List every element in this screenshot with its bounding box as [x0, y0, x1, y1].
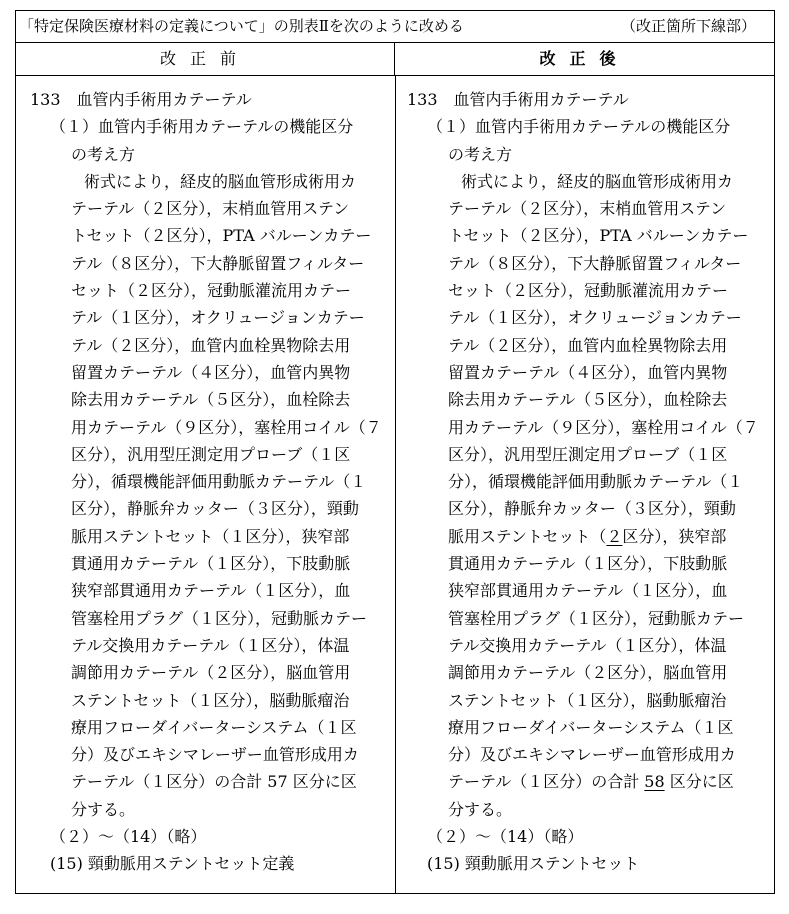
- body-line: セット（２区分），冠動脈灌流用カテー: [71, 281, 352, 301]
- document-title: 「特定保険医療材料の定義について」の別表Ⅱを次のように改める: [19, 17, 464, 35]
- body-line: 術式により，経皮的脳血管形成術用カ: [461, 171, 734, 191]
- body-line: テーテル（１区分）の合計 57 区分に区: [71, 772, 357, 792]
- body-line: テル（２区分），血管内血栓異物除去用: [448, 335, 728, 355]
- body-line: 留置カテーテル（４区分），血管内異物: [71, 362, 351, 382]
- column-header-after: 改正後: [395, 43, 774, 76]
- stent-text-post: 区分），狭窄部: [622, 526, 727, 546]
- body-line: 除去用カテーテル（５区分），血栓除去: [448, 390, 728, 410]
- body-line: セット（２区分），冠動脈灌流用カテー: [448, 281, 729, 301]
- body-line: 留置カテーテル（４区分），血管内異物: [448, 362, 728, 382]
- amendment-table: [15, 10, 775, 894]
- body-line: ステントセット（１区分），脳動脈瘤治: [71, 690, 350, 710]
- body-line: テル交換用カテーテル（１区分），体温: [71, 635, 350, 655]
- item-15: (15) 頸動脈用ステントセット: [427, 854, 640, 874]
- body-line: テル交換用カテーテル（１区分），体温: [448, 635, 727, 655]
- body-line: 狭窄部貫通用カテーテル（１区分），血: [448, 581, 728, 601]
- body-line: 狭窄部貫通用カテーテル（１区分），血: [71, 581, 351, 601]
- column-header-before: 改正前: [16, 43, 395, 76]
- body-line: 脈用ステントセット（１区分），狭窄部: [71, 526, 350, 546]
- changed-total-count: 58: [644, 772, 665, 792]
- body-line-stent: [407, 523, 777, 550]
- body-line: 術式により，経皮的脳血管形成術用カ: [84, 171, 357, 191]
- body-line: 分する。: [448, 799, 513, 819]
- body-line: 管塞栓用プラグ（１区分），冠動脈カテー: [71, 608, 368, 628]
- body-line: 調節用カテーテル（２区分），脳血管用: [71, 663, 351, 683]
- body-line: 分），循環機能評価用動脈カテーテル（１: [71, 472, 367, 492]
- body-line: 療用フローダイバーターシステム（１区: [71, 717, 357, 737]
- body-line: 区分），静脈弁カッター（３区分），頸動: [71, 499, 359, 519]
- subsection-title: （１）血管内手術用カテーテルの機能区分: [427, 117, 731, 137]
- body-line: 貫通用カテーテル（１区分），下肢動脈: [71, 554, 351, 574]
- body-line: トセット（２区分），PTA バルーンカテー: [448, 226, 749, 246]
- body-line: 分），循環機能評価用動脈カテーテル（１: [448, 472, 744, 492]
- body-line: 調節用カテーテル（２区分），脳血管用: [448, 663, 728, 683]
- changed-stent-count: ２: [606, 526, 623, 546]
- body-line: 分する。: [71, 799, 136, 819]
- before-column: [30, 76, 400, 878]
- body-line: 区分），静脈弁カッター（３区分），頸動: [448, 499, 736, 519]
- body-line-total: [407, 768, 777, 795]
- item-2-14: （２）～（14）（略）: [427, 827, 584, 847]
- after-column: [407, 76, 777, 878]
- body-line: 除去用カテーテル（５区分），血栓除去: [71, 390, 351, 410]
- body-line: テーテル（２区分），末梢血管用ステン: [448, 199, 727, 219]
- body-line: 区分），汎用型圧測定用プローブ（１区: [71, 444, 351, 464]
- section-heading: 133 血管内手術用カテーテル: [30, 90, 252, 109]
- body-line: 療用フローダイバーターシステム（１区: [448, 717, 734, 737]
- item-2-14: （２）～（14）（略）: [50, 827, 207, 847]
- body-line: 分）及びエキシマレーザー血管形成用カ: [71, 745, 359, 765]
- body-line: 区分），汎用型圧測定用プローブ（１区: [448, 444, 728, 464]
- subsection-title-cont: の考え方: [448, 144, 513, 164]
- title-row: [16, 11, 774, 43]
- body-line: テル（１区分），オクリュージョンカテー: [448, 308, 742, 328]
- body-line: テーテル（２区分），末梢血管用ステン: [71, 199, 350, 219]
- total-text-pre: テーテル（１区分）の合計: [448, 772, 645, 792]
- body-line: トセット（２区分），PTA バルーンカテー: [71, 226, 372, 246]
- amendment-note: （改正箇所下線部）: [620, 17, 756, 35]
- body-line: テル（２区分），血管内血栓異物除去用: [71, 335, 351, 355]
- body-line: 管塞栓用プラグ（１区分），冠動脈カテー: [448, 608, 745, 628]
- body-line: テル（８区分），下大静脈留置フィルター: [71, 253, 365, 273]
- subsection-title-cont: の考え方: [71, 144, 136, 164]
- item-15: (15) 頸動脈用ステントセット定義: [50, 854, 295, 874]
- body-line: テル（１区分），オクリュージョンカテー: [71, 308, 365, 328]
- body-line: 分）及びエキシマレーザー血管形成用カ: [448, 745, 736, 765]
- body-line: テル（８区分），下大静脈留置フィルター: [448, 253, 742, 273]
- body-line: 用カテーテル（９区分），塞栓用コイル（７: [71, 417, 382, 437]
- subsection-title: （１）血管内手術用カテーテルの機能区分: [50, 117, 354, 137]
- body-line: 貫通用カテーテル（１区分），下肢動脈: [448, 554, 728, 574]
- body-line: 用カテーテル（９区分），塞栓用コイル（７: [448, 417, 759, 437]
- body-line: ステントセット（１区分），脳動脈瘤治: [448, 690, 727, 710]
- section-heading: 133 血管内手術用カテーテル: [407, 90, 629, 109]
- total-text-post: 区分に区: [664, 772, 734, 792]
- stent-text-pre: 脈用ステントセット（: [448, 526, 607, 546]
